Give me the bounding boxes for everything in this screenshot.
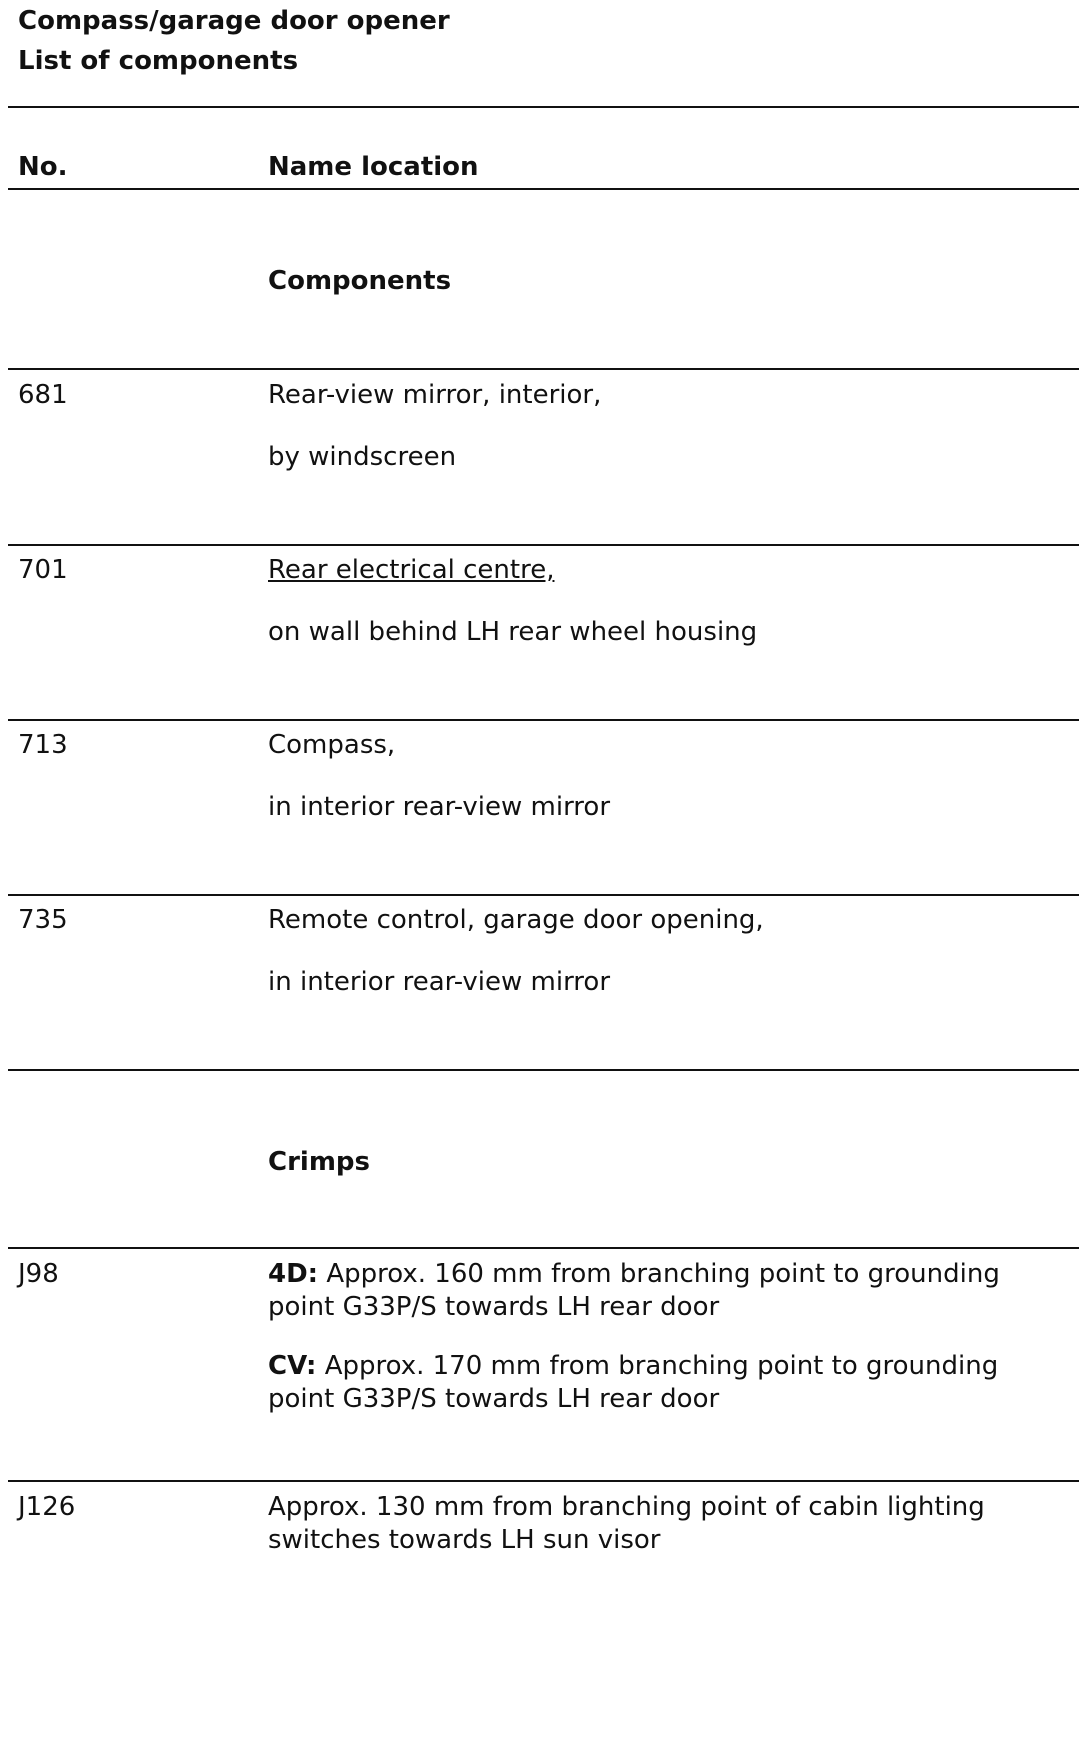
column-header-no: No. xyxy=(18,152,68,182)
component-location: on wall behind LH rear wheel housing xyxy=(268,617,758,647)
column-header-name-location: Name location xyxy=(268,152,479,182)
divider-row xyxy=(8,719,1079,721)
divider-section xyxy=(8,1069,1079,1071)
divider-row xyxy=(8,544,1079,546)
divider-row xyxy=(8,1480,1079,1482)
divider-row xyxy=(8,1247,1079,1249)
component-name: Compass, xyxy=(268,730,396,760)
component-name-link xyxy=(268,557,1068,583)
document-title: Compass/garage door opener xyxy=(18,6,450,36)
component-number: 701 xyxy=(18,555,68,585)
component-name: Rear electrical centre, xyxy=(268,555,555,585)
component-name: Remote control, garage door opening, xyxy=(268,905,764,935)
divider-row xyxy=(8,368,1079,370)
component-number: 713 xyxy=(18,730,68,760)
section-heading-components: Components xyxy=(268,266,452,296)
divider-top xyxy=(8,106,1079,108)
crimp-number: J126 xyxy=(18,1492,76,1522)
component-number: 681 xyxy=(18,380,68,410)
note-label: CV: xyxy=(268,1351,317,1381)
crimp-note: Approx. 130 mm from branching point of cabin lighting switches towards LH sun visor xyxy=(268,1492,985,1555)
note-text: Approx. 160 mm from branching point to grounding point G33P/S towards LH rear door xyxy=(268,1259,1000,1322)
component-location: in interior rear-view mirror xyxy=(268,792,611,822)
divider-row xyxy=(8,894,1079,896)
section-heading-crimps: Crimps xyxy=(268,1147,370,1177)
note-text: Approx. 170 mm from branching point to grounding point G33P/S towards LH rear door xyxy=(268,1351,999,1414)
crimp-note-4d xyxy=(268,1258,1068,1323)
crimp-number: J98 xyxy=(18,1259,59,1289)
divider-header xyxy=(8,188,1079,190)
component-location: by windscreen xyxy=(268,442,457,472)
component-number: 735 xyxy=(18,905,68,935)
note-label: 4D: xyxy=(268,1259,319,1289)
component-location: in interior rear-view mirror xyxy=(268,967,611,997)
crimp-note-cv xyxy=(268,1350,1068,1415)
document-subtitle: List of components xyxy=(18,46,299,76)
component-name: Rear-view mirror, interior, xyxy=(268,380,602,410)
